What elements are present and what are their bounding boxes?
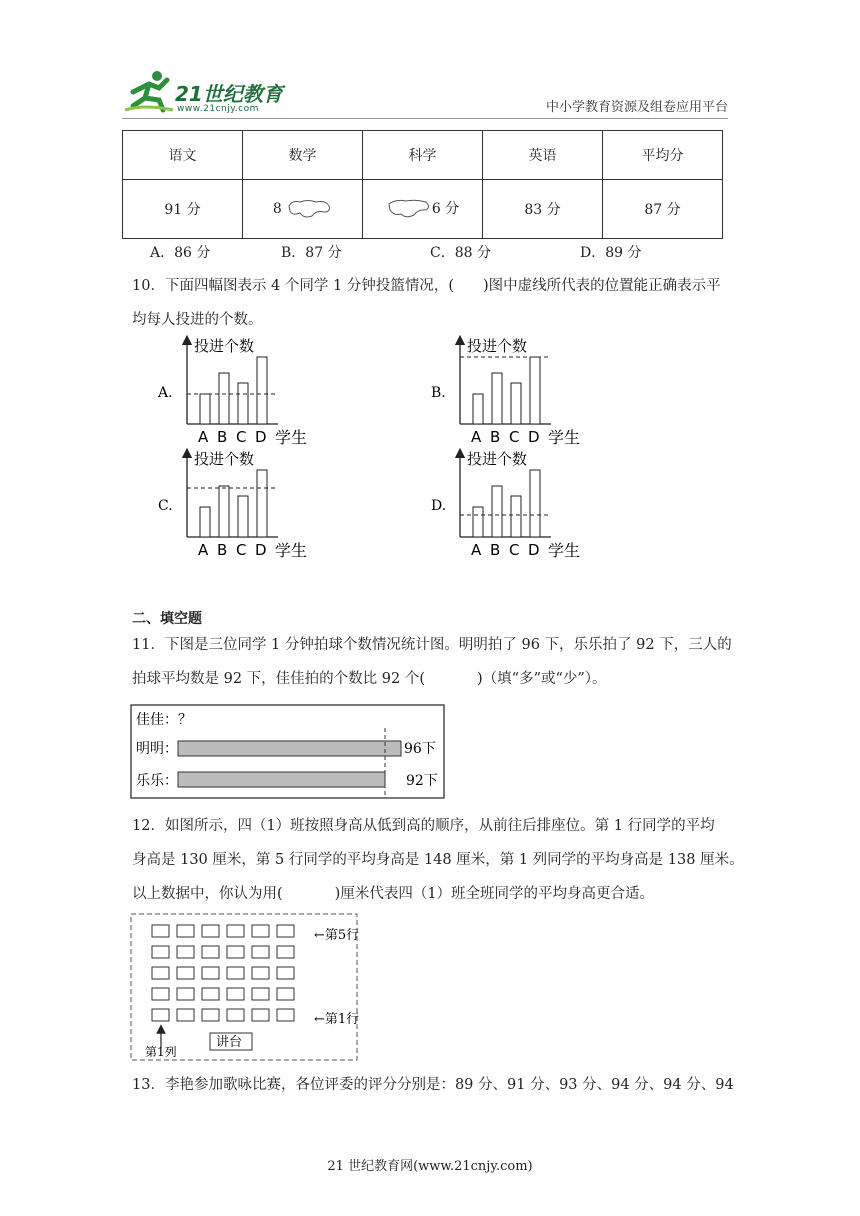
platform-title: 中小学教育资源及组卷应用平台 [545,100,728,115]
lele-value: 92下 [406,773,438,789]
table-cell: 83 分 [483,180,603,239]
seat [277,1009,294,1021]
x-tick-c: C [236,428,247,446]
row-1-label: ←第1行 [314,1012,360,1027]
q12-line-3 [132,880,747,909]
x-tick-d: D [255,428,267,446]
x-tick-a: A [471,428,482,446]
chart-option-label: A. [158,385,173,401]
table-header-cell: 数学 [243,131,363,180]
logo-sub-text: www.21cnjy.com [177,104,259,114]
score-table [122,130,723,239]
podium-label: 讲台 [216,1035,243,1050]
runner-logo-icon [125,70,175,114]
bar-b [219,373,229,424]
seat [277,925,294,937]
lele-label: 乐乐： [136,773,178,789]
logo-main-text: 21世纪教育 [175,82,283,106]
table-cell: 87 分 [603,180,723,239]
chart-option-label: B. [431,385,446,401]
y-axis-label: 投进个数 [467,450,528,468]
bar-b [492,373,502,424]
ink-blot-icon [386,198,432,220]
lele-bar [178,772,385,787]
bar-a [200,507,210,537]
x-tick-b: B [490,428,501,446]
bar-a [473,394,483,424]
seat [152,988,169,1000]
section-heading: 二、填空题 [132,611,202,627]
column-1-label: 第1列 [145,1045,177,1059]
question-10-text [132,272,742,335]
page-footer: 21 世纪教育网(www.21cnjy.com) [327,1159,533,1174]
x-tick-b: B [217,541,228,559]
seat [252,1009,269,1021]
site-logo [125,70,295,120]
question-11-text [132,631,742,694]
seat [252,925,269,937]
bar-c [238,496,248,537]
bar-b [492,486,502,537]
seat [177,925,194,937]
bar-c [511,383,521,424]
table-cell: 91 分 [123,180,243,239]
mingming-label: 明明： [136,741,178,757]
x-axis-label: 学生 [275,428,308,447]
q10-line-2: 均每人投进的个数。 [132,312,263,328]
x-tick-c: C [509,428,520,446]
seat [202,988,219,1000]
bar-d [257,470,267,537]
q11-bar-figure [130,704,446,800]
seat [152,967,169,979]
x-tick-d: D [255,541,267,559]
x-tick-b: B [217,428,228,446]
seat [177,946,194,958]
option-c: C．88 分 [430,245,491,261]
header-divider [122,118,728,119]
seat [227,946,244,958]
table-cell-math [243,180,363,239]
seat [202,925,219,937]
table-header-cell: 英语 [483,131,603,180]
q11-line-1: 11．下图是三位同学 1 分钟拍球个数情况统计图。明明拍了 96 下，乐乐拍了 92 下，三人的 [132,637,732,653]
chart-option-b [431,337,580,447]
option-b: B．87 分 [281,245,342,261]
table-header-cell: 科学 [363,131,483,180]
seat [177,1009,194,1021]
q11-line-2-part-a: 拍球平均数是 92 下，佳佳拍的个数比 92 个( [132,671,425,687]
bar-d [530,357,540,424]
x-axis-label: 学生 [275,541,308,560]
seat [177,988,194,1000]
ink-blot-icon [286,198,332,220]
seat [252,967,269,979]
seat [152,1009,169,1021]
y-axis-label: 投进个数 [467,337,528,355]
seat [177,967,194,979]
x-axis-label: 学生 [548,541,581,560]
x-tick-a: A [471,541,482,559]
x-tick-d: D [528,428,540,446]
bar-c [511,496,521,537]
x-tick-a: A [198,428,209,446]
table-header-cell: 平均分 [603,131,723,180]
q12-line-3-part-b: )厘米代表四（1）班全班同学的平均身高更合适。 [334,886,655,902]
seat [252,988,269,1000]
seat [227,1009,244,1021]
q12-line-2: 身高是 130 厘米，第 5 行同学的平均身高是 148 厘米，第 1 列同学的平均身高是 138 厘米。 [132,852,744,868]
q10-bar-charts [150,332,620,568]
y-axis-label: 投进个数 [194,337,255,355]
seat [152,925,169,937]
seat [227,967,244,979]
bar-d [530,470,540,537]
chart-option-d [431,450,580,560]
row-5-label: ←第5行 [314,928,360,943]
seat [227,925,244,937]
option-a: A．86 分 [150,245,211,261]
bar-a [200,394,210,424]
chart-option-c [158,450,307,560]
seat [202,1009,219,1021]
math-score-digit: 8 [272,201,282,217]
y-axis-label: 投进个数 [194,450,255,468]
mingming-value: 96下 [404,741,436,757]
seat [252,946,269,958]
q11-line-2-part-b: )（填“多”或“少”）。 [477,671,607,687]
seat [202,946,219,958]
question-13-text: 13．李艳参加歌咏比赛，各位评委的评分分别是：89 分、91 分、93 分、94 分、94 分、94 [132,1077,734,1093]
seat [277,988,294,1000]
seat [277,967,294,979]
science-score-suffix: 6 分 [431,201,460,217]
seat [227,988,244,1000]
q11-line-2 [132,665,742,694]
seating-chart [130,913,360,1063]
x-tick-a: A [198,541,209,559]
table-header-cell: 语文 [123,131,243,180]
bar-c [238,383,248,424]
x-axis-label: 学生 [548,428,581,447]
x-tick-c: C [236,541,247,559]
chart-option-label: C. [158,498,173,514]
seat [277,946,294,958]
table-cell-science [363,180,483,239]
q12-line-1: 12．如图所示，四（1）班按照身高从低到高的顺序，从前往后排座位。第 1 行同学的平均 [132,818,715,834]
seat [202,967,219,979]
q10-line-1: 10．下面四幅图表示 4 个同学 1 分钟投篮情况，( )图中虚线所代表的位置能正确表示平 [132,278,721,294]
bar-b [219,486,229,537]
x-tick-d: D [528,541,540,559]
seat [152,946,169,958]
q12-line-3-part-a: 以上数据中，你认为用( [132,886,283,902]
bar-a [473,507,483,537]
question-12-text [132,812,747,909]
chart-option-label: D. [431,498,447,514]
option-d: D．89 分 [580,245,642,261]
chart-option-a [157,337,307,447]
mingming-bar [178,741,401,756]
jiajia-label: 佳佳：？ [136,712,192,728]
x-tick-c: C [509,541,520,559]
bar-d [257,357,267,424]
x-tick-b: B [490,541,501,559]
